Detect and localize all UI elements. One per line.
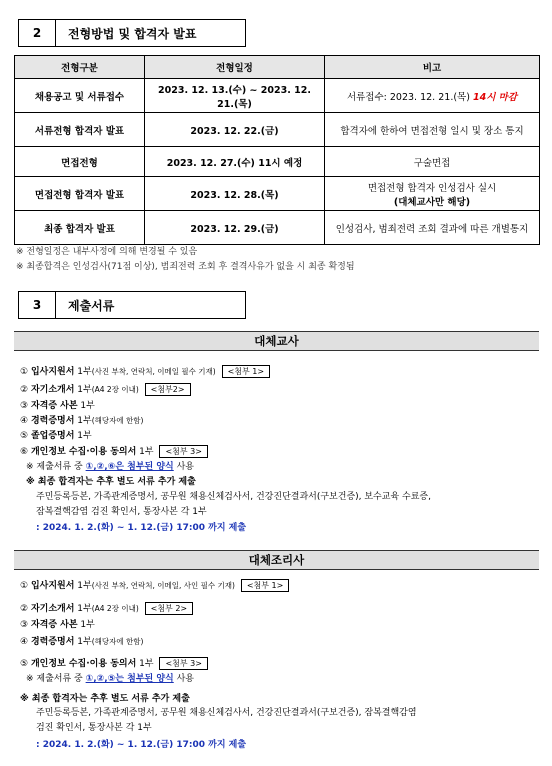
item-number: ⑥ [20,447,29,457]
date-cell: 2023. 12. 13.(수) ~ 2023. 12. 21.(목) [145,79,325,113]
table-header-row [15,56,540,79]
item-qty: 1부 [77,401,95,411]
list-item [20,413,143,426]
extra-docs-line: 검진 확인서, 통장사본 각 1부 [36,723,152,733]
item-qty: 1부 [77,620,95,630]
attachment-badge: <첨부 3> [159,657,208,670]
section-2-header [18,19,246,47]
form-note-highlight: ①,②,⑤는 첨부된 양식 [85,674,174,684]
form-note-text: 사용 [173,674,194,684]
column-header: 전형일정 [145,56,325,79]
section-3-header [18,291,246,319]
stage-cell: 최종 합격자 발표 [15,211,145,245]
form-note-highlight: ①,②,⑥은 첨부된 양식 [85,462,174,472]
item-number: ① [20,367,29,377]
item-qty: 1부 [74,385,92,395]
date-cell: 2023. 12. 29.(금) [145,211,325,245]
item-qty: 1부 [74,581,92,591]
note-cell: 구술면접 [325,147,540,177]
item-number: ② [20,604,29,614]
attachment-badge: <첨부 2> [145,602,194,615]
note-cell [325,177,540,211]
column-header: 전형구분 [15,56,145,79]
item-qty: 1부 [74,416,92,426]
item-qty: 1부 [74,367,92,377]
list-item [20,364,270,378]
column-header: 비고 [325,56,540,79]
stage-cell: 서류전형 합격자 발표 [15,113,145,147]
date-cell: 2023. 12. 22.(금) [145,113,325,147]
note-text: 서류접수: 2023. 12. 21.(목) [346,91,470,103]
item-detail: (해당자에 한함) [91,637,144,646]
item-name: 입사지원서 [30,367,75,377]
form-note [26,671,194,684]
item-name: 자기소개서 [30,604,75,614]
attachment-badge: <첨부 1> [241,579,290,592]
list-item [20,578,289,592]
extra-docs-title [20,691,190,704]
form-note-text: ※ 제출서류 중 [26,674,86,684]
item-detail: (A4 2장 이내) [91,604,139,613]
item-qty: 1부 [74,604,92,614]
list-item [20,656,208,670]
extra-docs-title [26,474,196,487]
item-name: 개인정보 수집·이용 동의서 [30,659,137,669]
section-title: 전형방법 및 합격자 발표 [56,19,246,47]
note-cell: 합격자에 한하여 면접전형 일시 및 장소 통지 [325,113,540,147]
item-number: ② [20,385,29,395]
item-number: ⑤ [20,431,29,441]
section-number: 2 [18,19,56,47]
item-name: 경력증명서 [30,416,75,426]
attachment-badge: <첨부 3> [159,445,208,458]
item-detail: (사진 부착, 연락처, 이메일, 사인 필수 기재) [91,581,235,590]
attachment-badge: <첨부 1> [222,365,271,378]
form-note [26,459,194,472]
table-row [15,113,540,147]
teacher-band: 대체교사 [14,331,539,351]
section-number: 3 [18,291,56,319]
item-name: 자격증 사본 [30,620,78,630]
item-number: ④ [20,416,29,426]
date-cell: 2023. 12. 27.(수) 11시 예정 [145,147,325,177]
list-item [20,428,92,441]
item-qty: 1부 [74,431,92,441]
item-number: ③ [20,401,29,411]
item-qty: 1부 [136,447,154,457]
item-name: 졸업증명서 [30,431,75,441]
form-note-text: ※ 제출서류 중 [26,462,86,472]
list-item [20,617,95,630]
extra-title-text: ※ 최종 합격자는 추후 별도 서류 추가 제출 [26,477,196,487]
item-number: ⑤ [20,659,29,669]
extra-docs-line: 주민등록등본, 가족관계증명서, 공무원 채용신체검사서, 건강진단결과서(구보건증), 잠복결핵감염 [36,708,417,718]
stage-cell: 면접전형 합격자 발표 [15,177,145,211]
list-item [20,601,193,615]
item-detail: (사진 부착, 연락처, 이메일 필수 기재) [91,367,216,376]
note-text: 면접전형 합격자 인성검사 실시 [367,182,497,194]
attachment-badge: <첨부2> [145,383,191,396]
cook-band: 대체조리사 [14,550,539,570]
list-item [20,634,143,647]
item-name: 개인정보 수집·이용 동의서 [30,447,137,457]
schedule-table [14,55,540,245]
extra-title-text: ※ 최종 합격자는 추후 별도 서류 추가 제출 [20,694,190,704]
schedule-note: ※ 전형일정은 내부사정에 의해 변경될 수 있음 [16,247,198,257]
list-item [20,444,208,458]
date-cell: 2023. 12. 28.(목) [145,177,325,211]
item-name: 자격증 사본 [30,401,78,411]
item-name: 입사지원서 [30,581,75,591]
deadline-emphasis: 14시 마감 [472,91,518,103]
table-row [15,79,540,113]
list-item [20,382,191,396]
form-note-text: 사용 [173,462,194,472]
item-number: ③ [20,620,29,630]
schedule-note: ※ 최종합격은 인성검사(71점 이상), 범죄전력 조회 후 결격사유가 없을 시 최종 확정됨 [16,262,355,272]
table-row [15,177,540,211]
item-detail: (A4 2장 이내) [91,385,139,394]
item-qty: 1부 [136,659,154,669]
item-number: ④ [20,637,29,647]
item-qty: 1부 [74,637,92,647]
list-item [20,398,95,411]
extra-docs-line: 주민등록등본, 가족관계증명서, 공무원 채용신체검사서, 건강진단결과서(구보건증), 보수교육 수료증, [36,492,431,502]
item-detail: (해당자에 한함) [91,416,144,425]
item-number: ① [20,581,29,591]
section-title: 제출서류 [56,291,246,319]
submission-deadline: : 2024. 1. 2.(화) ~ 1. 12.(금) 17:00 까지 제출 [36,740,247,750]
note-cell [325,79,540,113]
extra-docs-line: 잠복결핵감염 검진 확인서, 통장사본 각 1부 [36,507,207,517]
note-cell: 인성검사, 범죄전력 조회 결과에 따른 개별통지 [325,211,540,245]
note-emphasis: (대체교사만 해당) [393,196,471,208]
table-row [15,211,540,245]
stage-cell: 면접전형 [15,147,145,177]
item-name: 경력증명서 [30,637,75,647]
stage-cell: 채용공고 및 서류접수 [15,79,145,113]
table-row [15,147,540,177]
item-name: 자기소개서 [30,385,75,395]
submission-deadline: : 2024. 1. 2.(화) ~ 1. 12.(금) 17:00 까지 제출 [36,523,247,533]
